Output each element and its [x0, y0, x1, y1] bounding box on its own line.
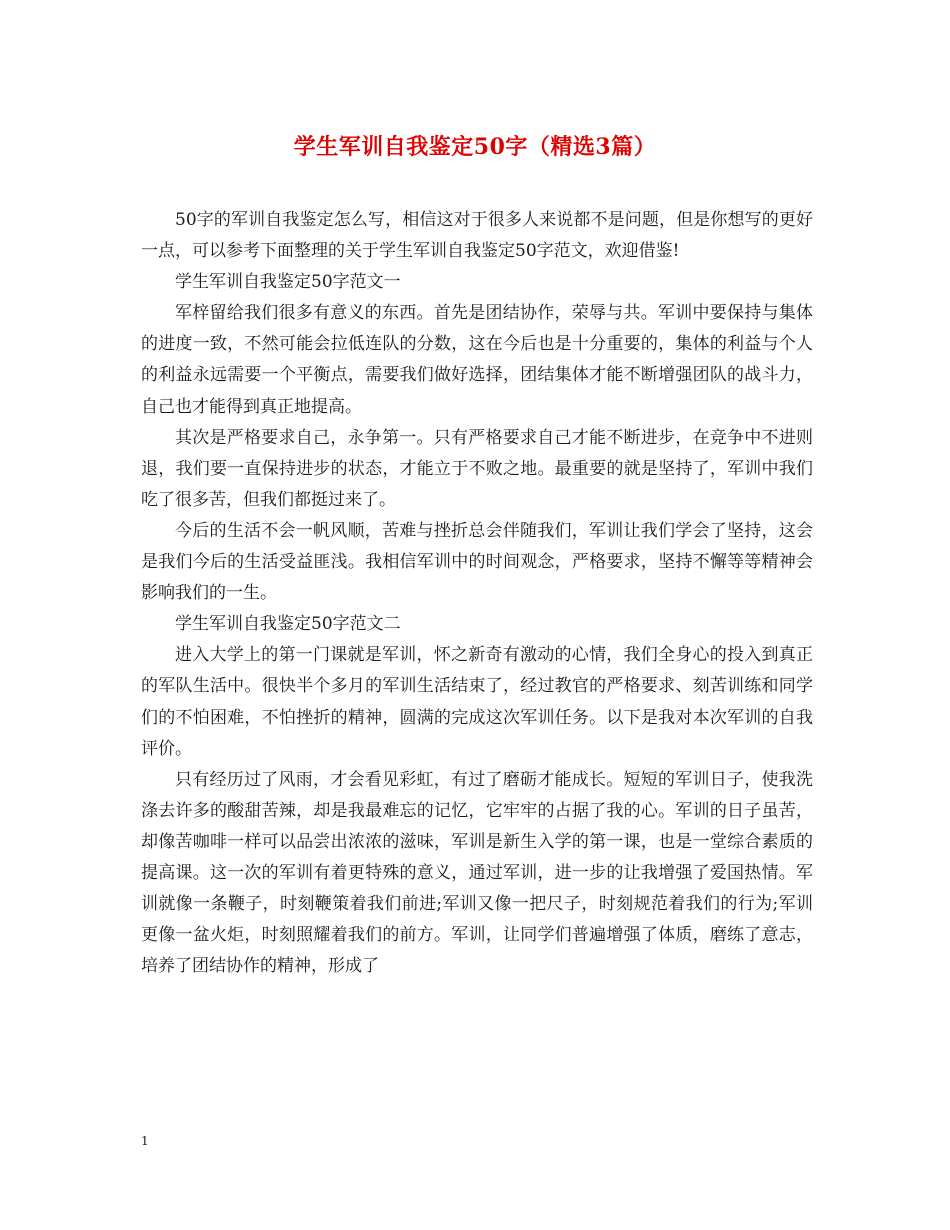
paragraph: 进入大学上的第一门课就是军训，怀之新奇有激动的心情，我们全身心的投入到真正的军队生活中。很快半个多月的军训生活结束了，经过教官的严格要求、刻苦训练和同学们的不怕困难，不怕挫折的精神，圆满的完成这次军训任务。以下是我对本次军训的自我评价。	[141, 645, 813, 759]
page-number: 1	[141, 1134, 149, 1148]
section-heading-2: 学生军训自我鉴定50字范文二	[175, 614, 401, 635]
section-heading-1: 学生军训自我鉴定50字范文一	[175, 272, 401, 293]
paragraph: 其次是严格要求自己，永争第一。只有严格要求自己才能不断进步，在竞争中不进则退，我们要一直保持进步的状态，才能立于不败之地。最重要的就是坚持了，军训中我们吃了很多苦，但我们都挺过来了。	[141, 427, 813, 510]
document-title: 学生军训自我鉴定50字（精选3篇）	[293, 134, 657, 160]
intro-paragraph: 50字的军训自我鉴定怎么写，相信这对于很多人来说都不是问题，但是你想写的更好一点，可以参考下面整理的关于学生军训自我鉴定50字范文，欢迎借鉴!	[141, 210, 813, 262]
paragraph: 军梓留给我们很多有意义的东西。首先是团结协作，荣辱与共。军训中要保持与集体的进度一致，不然可能会拉低连队的分数，这在今后也是十分重要的，集体的利益与个人的利益永远需要一个平衡点，需要我们做好选择，团结集体才能不断增强团队的战斗力，自己也才能得到真正地提高。	[141, 303, 813, 417]
paragraph: 只有经历过了风雨，才会看见彩虹，有过了磨砺才能成长。短短的军训日子，使我洗涤去许多的酸甜苦辣，却是我最难忘的记忆，它牢牢的占据了我的心。军训的日子虽苦，却像苦咖啡一样可以品尝出浓浓的滋味，军训是新生入学的第一课，也是一堂综合素质的提高课。这一次的军训有着更特殊的意义，通过军训，进一步的让我增强了爱国热情。军训就像一条鞭子，时刻鞭策着我们前进;军训又像一把尺子，时刻规范着我们的行为;军训更像一盆火炬，时刻照耀着我们的前方。军训，让同学们普遍增强了体质，磨练了意志，培养了团结协作的精神，形成了	[141, 769, 813, 977]
document-body	[141, 205, 813, 982]
paragraph: 今后的生活不会一帆风顺，苦难与挫折总会伴随我们，军训让我们学会了坚持，这会是我们今后的生活受益匪浅。我相信军训中的时间观念，严格要求，坚持不懈等等精神会影响我们的一生。	[141, 520, 813, 604]
